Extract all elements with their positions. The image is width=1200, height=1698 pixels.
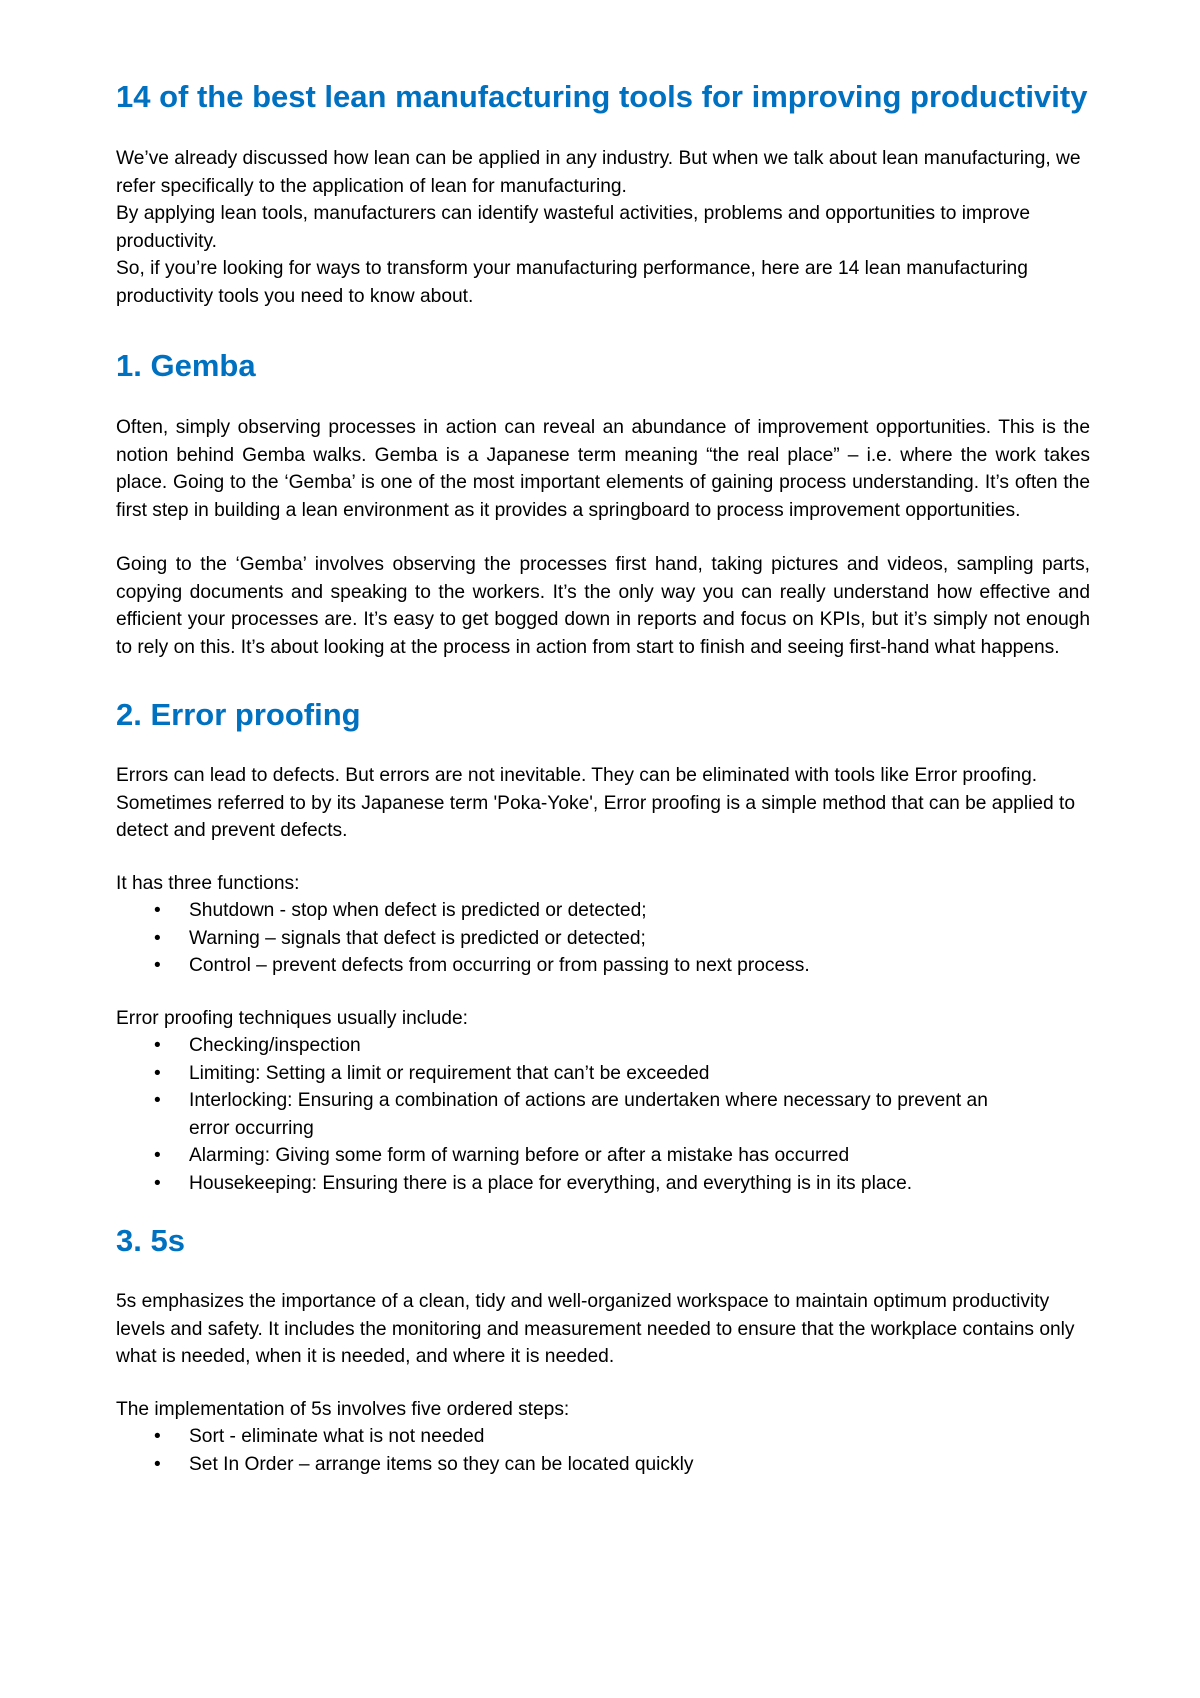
error-proofing-paragraph: Errors can lead to defects. But errors are not inevitable. They can be eliminated with tools like Error proofing. Sometimes referred to by its Japanese term 'Poka-Yoke', Error proofing is a simple method that can be applied to detect and prevent defects. — [116, 765, 1076, 841]
list-item: • Warning – signals that defect is predicted or detected; — [116, 925, 1090, 953]
gemba-paragraph: Often, simply observing processes in action can reveal an abundance of improvement opportunities. This is the notion behind Gemba walks. Gemba is a Japanese term meaning “the real place” – i.e. where the work takes place. Going to the ‘Gemba’ is one of the most important elements of gaining process understanding. It’s often the first step in building a lean environment as it provides a springboard to process improvement opportunities. — [116, 417, 1090, 521]
bullet-icon: • — [154, 1145, 161, 1166]
list-item: • Set In Order – arrange items so they can be located quickly — [116, 1451, 1090, 1479]
list-item: • Limiting: Setting a limit or requirement that can’t be exceeded — [116, 1060, 1090, 1088]
intro-paragraph: We’ve already discussed how lean can be applied in any industry. But when we talk about lean manufacturing, we refer specifically to the application of lean for manufacturing. — [116, 148, 1081, 197]
bullet-icon: • — [154, 900, 161, 921]
intro-paragraph: So, if you’re looking for ways to transform your manufacturing performance, here are 14 lean manufacturing productivity tools you need to know about. — [116, 258, 1028, 307]
list-item: • Checking/inspection — [116, 1032, 1090, 1060]
functions-intro: It has three functions: — [116, 872, 300, 894]
steps-intro: The implementation of 5s involves five ordered steps: — [116, 1398, 570, 1420]
gemba-paragraph: Going to the ‘Gemba’ involves observing the processes first hand, taking pictures and videos, sampling parts, copying documents and speaking to the workers. It’s the only way you can really understand how effective and efficient your processes are. It’s easy to get bogged down in reports and focus on KPIs, but it’s simply not enough to rely on this. It’s about looking at the process in action from start to finish and seeing first-hand what happens. — [116, 554, 1090, 658]
list-item: • Shutdown - stop when defect is predicted or detected; — [116, 897, 1090, 925]
bullet-icon: • — [154, 1090, 161, 1111]
intro-block — [116, 145, 1090, 310]
five-s-paragraph: 5s emphasizes the importance of a clean, tidy and well-organized workspace to maintain optimum productivity levels and safety. It includes the monitoring and measurement needed to ensure that the workplace contains only what is needed, when it is needed, and where it is needed. — [116, 1291, 1075, 1367]
steps-list — [116, 1423, 1090, 1478]
section-heading-gemba: 1. Gemba — [116, 348, 256, 383]
section-heading-5s: 3. 5s — [116, 1223, 185, 1258]
bullet-icon: • — [154, 1062, 161, 1084]
intro-paragraph: By applying lean tools, manufacturers can identify wasteful activities, problems and opportunities to improve productivity. — [116, 203, 1031, 252]
list-item: • Sort - eliminate what is not needed — [116, 1423, 1090, 1451]
techniques-list — [116, 1032, 1090, 1197]
bullet-icon: • — [154, 1035, 161, 1056]
bullet-icon: • — [154, 955, 161, 976]
document-title: 14 of the best lean manufacturing tools for improving productivity — [116, 79, 1088, 114]
section-heading-error-proofing: 2. Error proofing — [116, 697, 361, 732]
bullet-icon: • — [154, 927, 161, 949]
bullet-icon: • — [154, 1172, 161, 1194]
list-item: • Alarming: Giving some form of warning before or after a mistake has occurred — [116, 1142, 1090, 1170]
list-item: • Interlocking: Ensuring a combination of actions are undertaken where necessary to prevent an error occurring — [116, 1087, 1090, 1142]
bullet-icon: • — [154, 1453, 161, 1475]
techniques-intro: Error proofing techniques usually include: — [116, 1007, 468, 1029]
list-item: • Control – prevent defects from occurring or from passing to next process. — [116, 952, 1090, 980]
bullet-icon: • — [154, 1426, 161, 1447]
functions-list — [116, 897, 1090, 980]
list-item: • Housekeeping: Ensuring there is a place for everything, and everything is in its place. — [116, 1170, 1090, 1198]
